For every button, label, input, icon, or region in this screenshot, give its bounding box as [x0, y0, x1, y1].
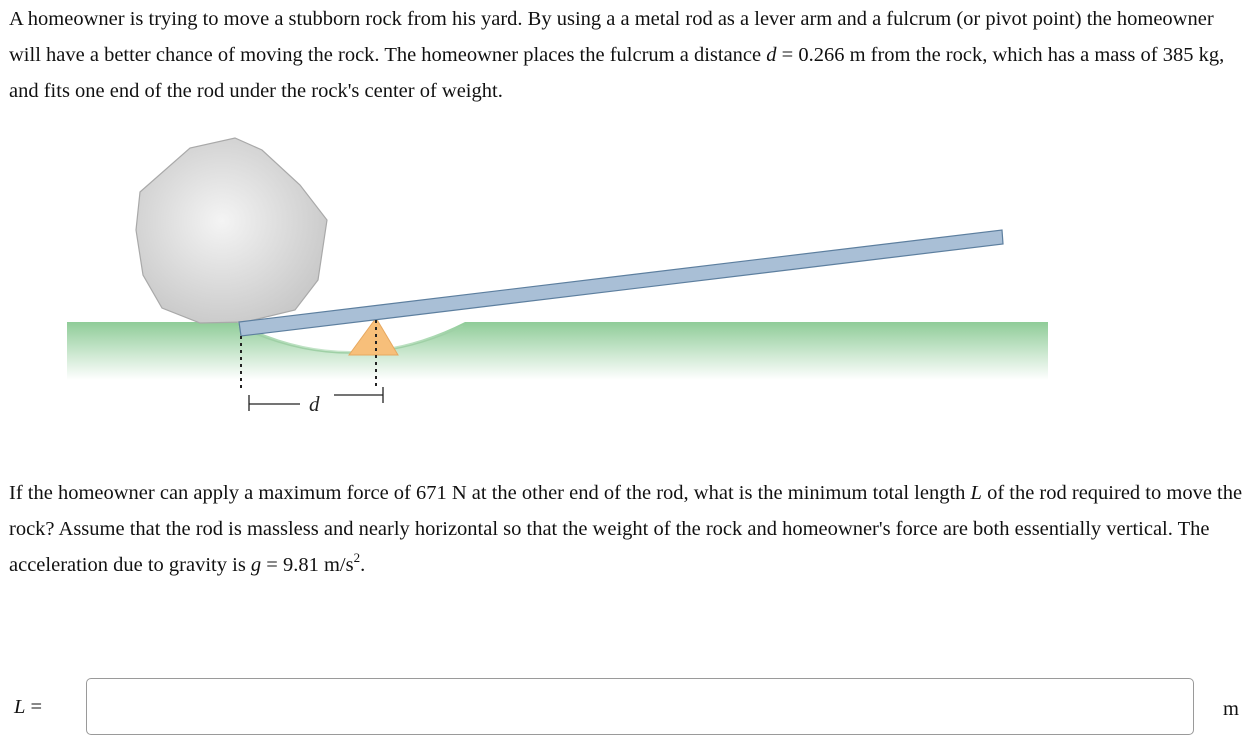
- question-part-4: .: [360, 554, 366, 576]
- intro-part-1: A homeowner is trying to move a stubborn rock from his yard. By using a a metal rod as a lever arm and a fulcrum (or pivot point) the homeowner will have a better chance of moving the rock. The homeowner places the fulcrum a distance: [9, 8, 1214, 66]
- problem-intro-text: [9, 1, 1249, 109]
- question-part-1: If the homeowner can apply a maximum force of 671 N at the other end of the rod, what is the minimum total length: [9, 482, 971, 504]
- intro-part-2: = 0.266 m from the rock, which has a mass of 385 kg, and fits one end of the rod under the rock's center of weight.: [9, 44, 1225, 102]
- answer-equals: =: [25, 696, 43, 718]
- answer-input[interactable]: [86, 678, 1194, 735]
- problem-question-text: [9, 475, 1249, 583]
- variable-g: g: [250, 554, 262, 576]
- lever-rod: [239, 230, 1003, 336]
- distance-label: d: [309, 392, 320, 416]
- exponent: 2: [353, 550, 361, 565]
- answer-variable: L: [14, 696, 26, 718]
- answer-row: [0, 678, 1260, 738]
- ground: [67, 322, 1048, 380]
- answer-unit: m: [1223, 698, 1239, 720]
- lever-rock-diagram: [0, 130, 1260, 430]
- question-part-3: = 9.81 m/s: [261, 554, 354, 576]
- question-part-2: of the rod required to move the rock? Assume that the rod is massless and nearly horizontal so that the weight of the rock and homeowner's force are both essentially vertical. The acceleration due to gravity is: [9, 482, 1243, 576]
- rock: [136, 138, 327, 323]
- answer-label: [14, 696, 42, 719]
- variable-d: d: [766, 44, 777, 66]
- variable-L: L: [970, 482, 982, 504]
